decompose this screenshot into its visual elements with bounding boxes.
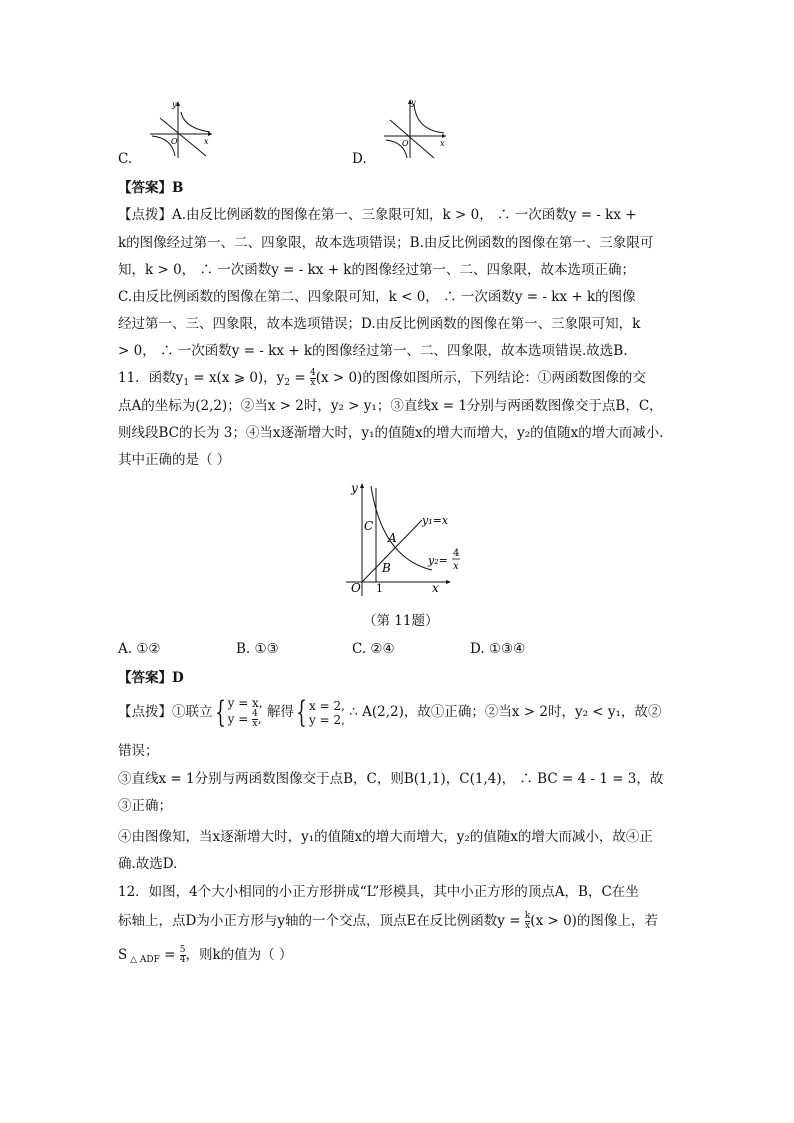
graph-y2-label: y₂= <box>428 554 448 567</box>
q11-option-d: D. ①③④ <box>470 641 526 657</box>
q11-option-b: B. ①③ <box>236 641 279 657</box>
svg-text:O: O <box>402 139 409 148</box>
q11-stem-line-4: 其中正确的是（ ） <box>118 452 231 468</box>
q11-option-a: A. ①② <box>118 641 161 657</box>
graph-point-c: C <box>364 519 374 533</box>
graph-one-label: 1 <box>376 582 383 595</box>
graph-y-label: y <box>351 481 358 495</box>
q11-stem-line-2: 点A的坐标为(2,2)；②当x > 2时，y₂ > y₁；③直线x = 1分别与两函数图像交于点B，C， <box>118 398 663 414</box>
q10-answer: 【答案】B <box>118 180 184 196</box>
q10-tip-line-5: 经过第一、三、四象限，故本选项错误；D.由反比例函数的图像在第一、三象限可知，k <box>118 316 641 332</box>
q12-line-2: 标轴上，点D为小正方形与y轴的一个交点，顶点E在反比例函数y = $\frac{k}{x}(x > 0)$的图像上，若 <box>118 911 658 931</box>
q11-tip-line-3: ③直线x = 1分别与两函数图像交于点B，C，则B(1,1)，C(1,4)， ∴ BC = 4 - 1 = 3，故 <box>118 771 664 787</box>
q12-line-1: 12．如图，4个大小相同的小正方形拼成“L”形模具，其中小正方形的顶点A，B，C在坐 <box>118 884 639 900</box>
graph-y2-num: 4 <box>453 548 460 559</box>
q11-tip-line-5: ④由图像知，当x逐渐增大时，y₁的值随x的增大而增大，y₂的值随x的增大而减小，故④正 <box>118 829 653 845</box>
q11-stem-line-1: 11．函数$y_1 = x(x$ ⩾ 0)，$y_2$ = $\frac{4}{x}(x > 0)$的图像如图所示，下列结论：①两函数图像的交 <box>118 368 646 388</box>
equation-system-2: x = 2, y = 2, <box>309 698 345 727</box>
svg-text:O: O <box>171 137 178 146</box>
q12-line-3: S $_{\triangle ADF}$ = $\frac{5}{4}$，则k的值为（ ） <box>118 945 293 965</box>
svg-text:y: y <box>172 100 177 109</box>
svg-text:x: x <box>440 139 445 148</box>
fraction: $\frac{4}{x}$ <box>309 368 316 388</box>
graph-x-label: x <box>432 581 439 595</box>
svg-text:x: x <box>204 137 209 146</box>
option-c-label: C. <box>118 151 133 167</box>
graph-y1-label: y₁=x <box>422 514 449 527</box>
graph-option-c <box>148 98 218 160</box>
q10-tip-line-4: C.由反比例函数的图像在第二、四象限可知，k < 0， ∴ 一次函数y = - kx + k的图像 <box>118 289 636 305</box>
graph-point-a: A <box>388 531 397 545</box>
q11-figure <box>338 480 468 598</box>
q11-tip-line-6: 确.故选D. <box>118 856 178 872</box>
svg-text:y: y <box>411 98 416 107</box>
q11-caption: （第 11题） <box>363 613 439 629</box>
q10-tip-line-3: 知，k > 0， ∴ 一次函数y = - kx + k的图像经过第一、二、四象限，故本选项正确； <box>118 262 635 278</box>
q11-answer: 【答案】D <box>118 670 184 686</box>
q11-stem-line-3: 则线段BC的长为 3；④当x逐渐增大时，y₁的值随x的增大而增大，y₂的值随x的增大而减小. <box>118 425 664 441</box>
q10-tip-line-1: 【点拨】A.由反比例函数的图像在第一、三象限可知，k > 0， ∴ 一次函数y = - kx + <box>118 207 637 223</box>
q11-option-c: C. ②④ <box>352 641 395 657</box>
graph-y2-den: x <box>453 561 459 572</box>
graph-origin-label: O <box>351 581 361 595</box>
equation-system-1: y = x, y = $\frac{4}{x}$, <box>227 696 263 729</box>
option-d-label: D. <box>352 151 367 167</box>
graph-option-d <box>382 96 452 160</box>
q11-tip-line-2: 错误； <box>118 743 159 759</box>
graph-point-b: B <box>382 561 391 575</box>
q11-tip-line-1: 【点拨】①联立{ y = x, y = $\frac{4}{x}$, 解得{ x = 2, y = 2, ∴ A(2,2)，故①正确；②当x > 2时，y₂ < y₁，故② <box>118 694 662 730</box>
q10-tip-line-6: > 0， ∴ 一次函数y = - kx + k的图像经过第一、二、四象限，故本选项错误.故选B. <box>118 343 628 359</box>
q10-tip-line-2: k的图像经过第一、二、四象限，故本选项错误；B.由反比例函数的图像在第一、三象限可 <box>118 235 654 251</box>
q11-tip-line-4: ③正确； <box>118 798 172 814</box>
